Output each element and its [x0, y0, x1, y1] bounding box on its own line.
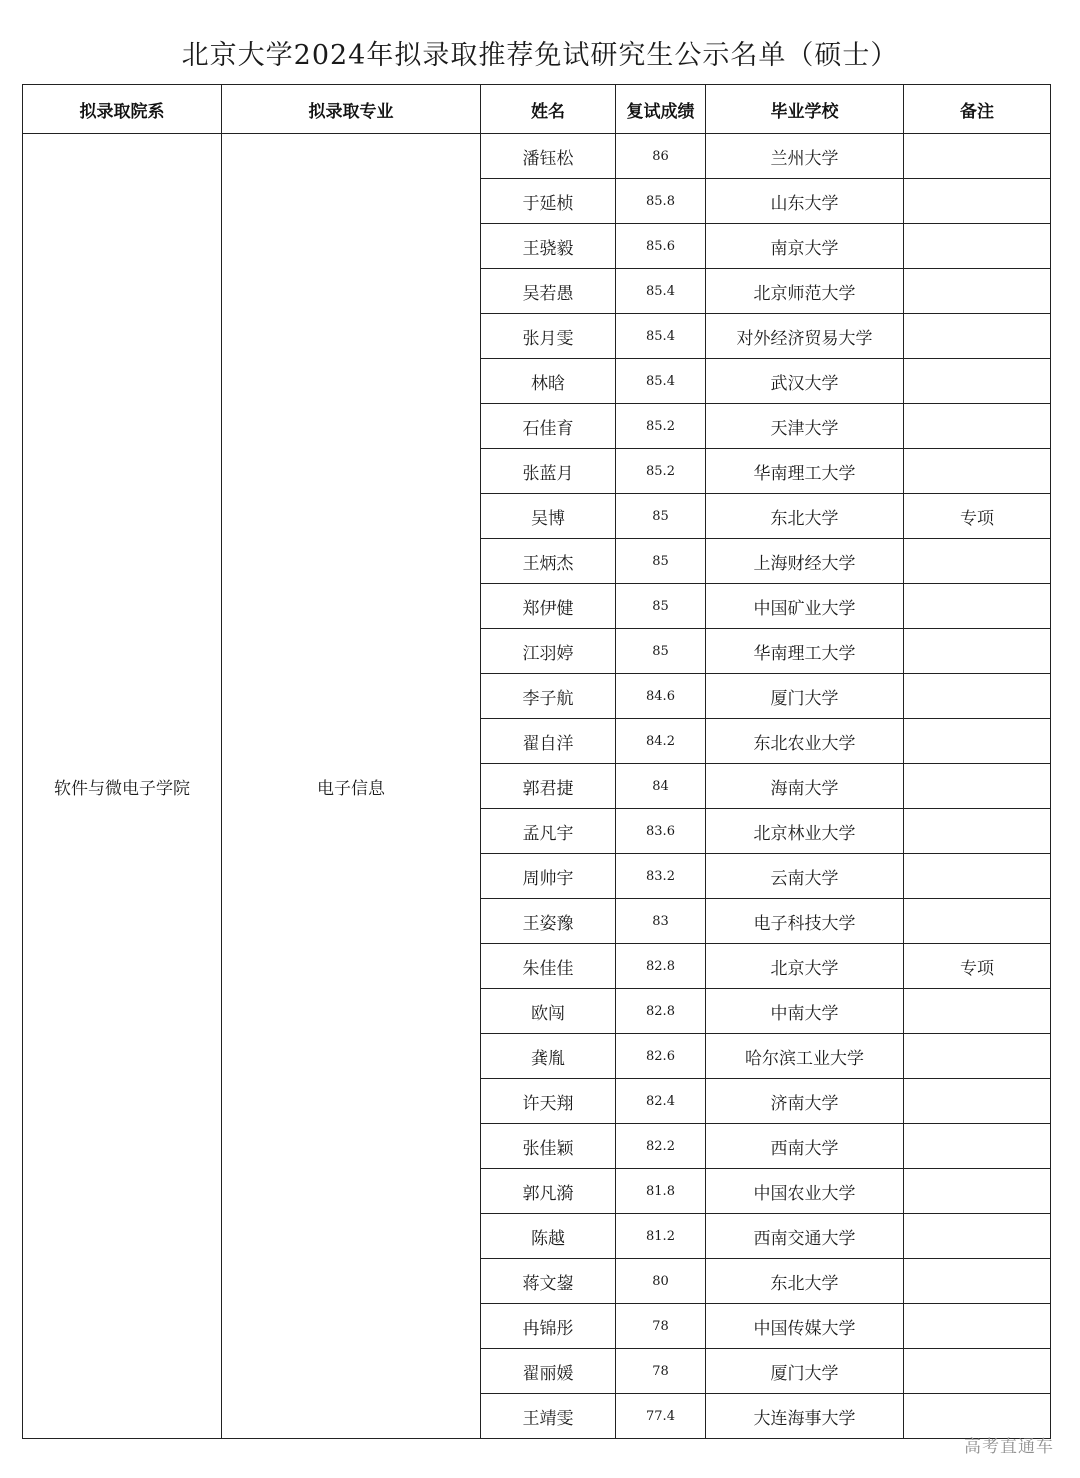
cell-remark: 专项	[904, 494, 1051, 539]
cell-school: 北京大学	[706, 944, 904, 989]
cell-remark	[904, 224, 1051, 269]
cell-remark	[904, 539, 1051, 584]
cell-school: 海南大学	[706, 764, 904, 809]
cell-name: 潘钰松	[481, 134, 616, 179]
cell-department: 软件与微电子学院	[23, 134, 222, 1439]
cell-score: 85	[616, 584, 706, 629]
cell-name: 蒋文鋆	[481, 1259, 616, 1304]
cell-school: 北京师范大学	[706, 269, 904, 314]
cell-remark	[904, 764, 1051, 809]
cell-school: 东北大学	[706, 1259, 904, 1304]
cell-remark	[904, 1079, 1051, 1124]
header-department: 拟录取院系	[23, 85, 222, 134]
cell-score: 81.2	[616, 1214, 706, 1259]
cell-name: 翟丽媛	[481, 1349, 616, 1394]
header-score: 复试成绩	[616, 85, 706, 134]
cell-name: 李子航	[481, 674, 616, 719]
cell-score: 85.2	[616, 404, 706, 449]
cell-remark	[904, 629, 1051, 674]
cell-remark	[904, 809, 1051, 854]
cell-score: 85	[616, 494, 706, 539]
cell-score: 84.2	[616, 719, 706, 764]
cell-remark	[904, 1034, 1051, 1079]
cell-score: 82.8	[616, 944, 706, 989]
cell-school: 西南大学	[706, 1124, 904, 1169]
cell-name: 王靖雯	[481, 1394, 616, 1439]
cell-score: 82.6	[616, 1034, 706, 1079]
cell-school: 山东大学	[706, 179, 904, 224]
cell-school: 云南大学	[706, 854, 904, 899]
cell-name: 王炳杰	[481, 539, 616, 584]
cell-score: 85.2	[616, 449, 706, 494]
cell-score: 85	[616, 539, 706, 584]
cell-school: 中南大学	[706, 989, 904, 1034]
cell-school: 天津大学	[706, 404, 904, 449]
cell-name: 郭凡漪	[481, 1169, 616, 1214]
cell-name: 吴博	[481, 494, 616, 539]
cell-name: 孟凡宇	[481, 809, 616, 854]
cell-remark	[904, 449, 1051, 494]
cell-school: 华南理工大学	[706, 449, 904, 494]
cell-score: 86	[616, 134, 706, 179]
watermark: 高考直通车	[964, 1437, 1054, 1457]
cell-remark	[904, 269, 1051, 314]
cell-score: 85.4	[616, 314, 706, 359]
cell-school: 哈尔滨工业大学	[706, 1034, 904, 1079]
cell-remark	[904, 1349, 1051, 1394]
cell-remark	[904, 674, 1051, 719]
cell-school: 上海财经大学	[706, 539, 904, 584]
cell-remark	[904, 134, 1051, 179]
cell-school: 中国农业大学	[706, 1169, 904, 1214]
cell-name: 朱佳佳	[481, 944, 616, 989]
cell-name: 张月雯	[481, 314, 616, 359]
cell-name: 石佳育	[481, 404, 616, 449]
cell-name: 翟自洋	[481, 719, 616, 764]
cell-school: 济南大学	[706, 1079, 904, 1124]
cell-school: 对外经济贸易大学	[706, 314, 904, 359]
cell-score: 82.2	[616, 1124, 706, 1169]
cell-name: 吴若愚	[481, 269, 616, 314]
cell-remark	[904, 1259, 1051, 1304]
cell-score: 77.4	[616, 1394, 706, 1439]
cell-name: 于延桢	[481, 179, 616, 224]
cell-name: 冉锦彤	[481, 1304, 616, 1349]
cell-remark	[904, 989, 1051, 1034]
cell-remark	[904, 1169, 1051, 1214]
cell-school: 兰州大学	[706, 134, 904, 179]
cell-remark	[904, 1124, 1051, 1169]
cell-school: 中国矿业大学	[706, 584, 904, 629]
cell-name: 许天翔	[481, 1079, 616, 1124]
header-school: 毕业学校	[706, 85, 904, 134]
cell-remark	[904, 359, 1051, 404]
cell-school: 南京大学	[706, 224, 904, 269]
cell-score: 84.6	[616, 674, 706, 719]
cell-score: 78	[616, 1304, 706, 1349]
cell-name: 张蓝月	[481, 449, 616, 494]
cell-score: 85.4	[616, 269, 706, 314]
table-header-row	[23, 85, 1051, 134]
cell-school: 武汉大学	[706, 359, 904, 404]
cell-name: 陈越	[481, 1214, 616, 1259]
cell-remark	[904, 404, 1051, 449]
cell-remark	[904, 854, 1051, 899]
page-title: 北京大学2024年拟录取推荐免试研究生公示名单（硕士）	[181, 40, 899, 71]
header-remark: 备注	[904, 85, 1051, 134]
cell-score: 82.4	[616, 1079, 706, 1124]
cell-score: 78	[616, 1349, 706, 1394]
table-row	[23, 134, 1051, 179]
cell-name: 林晗	[481, 359, 616, 404]
cell-remark	[904, 1304, 1051, 1349]
cell-name: 郭君捷	[481, 764, 616, 809]
cell-score: 85	[616, 629, 706, 674]
cell-name: 王姿豫	[481, 899, 616, 944]
cell-score: 85.4	[616, 359, 706, 404]
cell-remark: 专项	[904, 944, 1051, 989]
cell-school: 中国传媒大学	[706, 1304, 904, 1349]
cell-remark	[904, 719, 1051, 764]
cell-school: 电子科技大学	[706, 899, 904, 944]
cell-name: 欧闯	[481, 989, 616, 1034]
cell-remark	[904, 314, 1051, 359]
header-major: 拟录取专业	[222, 85, 481, 134]
cell-school: 厦门大学	[706, 674, 904, 719]
cell-school: 厦门大学	[706, 1349, 904, 1394]
cell-score: 80	[616, 1259, 706, 1304]
cell-remark	[904, 584, 1051, 629]
admission-table	[22, 84, 1051, 1439]
cell-score: 83	[616, 899, 706, 944]
cell-remark	[904, 1214, 1051, 1259]
cell-score: 83.6	[616, 809, 706, 854]
cell-name: 郑伊健	[481, 584, 616, 629]
cell-name: 龚胤	[481, 1034, 616, 1079]
cell-score: 83.2	[616, 854, 706, 899]
cell-remark	[904, 179, 1051, 224]
cell-score: 84	[616, 764, 706, 809]
header-name: 姓名	[481, 85, 616, 134]
table-body	[23, 134, 1051, 1439]
cell-school: 北京林业大学	[706, 809, 904, 854]
cell-score: 82.8	[616, 989, 706, 1034]
cell-name: 张佳颖	[481, 1124, 616, 1169]
cell-score: 85.6	[616, 224, 706, 269]
cell-name: 周帅宇	[481, 854, 616, 899]
cell-school: 西南交通大学	[706, 1214, 904, 1259]
cell-major: 电子信息	[222, 134, 481, 1439]
cell-name: 王骁毅	[481, 224, 616, 269]
cell-score: 85.8	[616, 179, 706, 224]
cell-school: 东北大学	[706, 494, 904, 539]
cell-remark	[904, 899, 1051, 944]
cell-school: 华南理工大学	[706, 629, 904, 674]
cell-school: 东北农业大学	[706, 719, 904, 764]
cell-school: 大连海事大学	[706, 1394, 904, 1439]
cell-score: 81.8	[616, 1169, 706, 1214]
cell-name: 江羽婷	[481, 629, 616, 674]
